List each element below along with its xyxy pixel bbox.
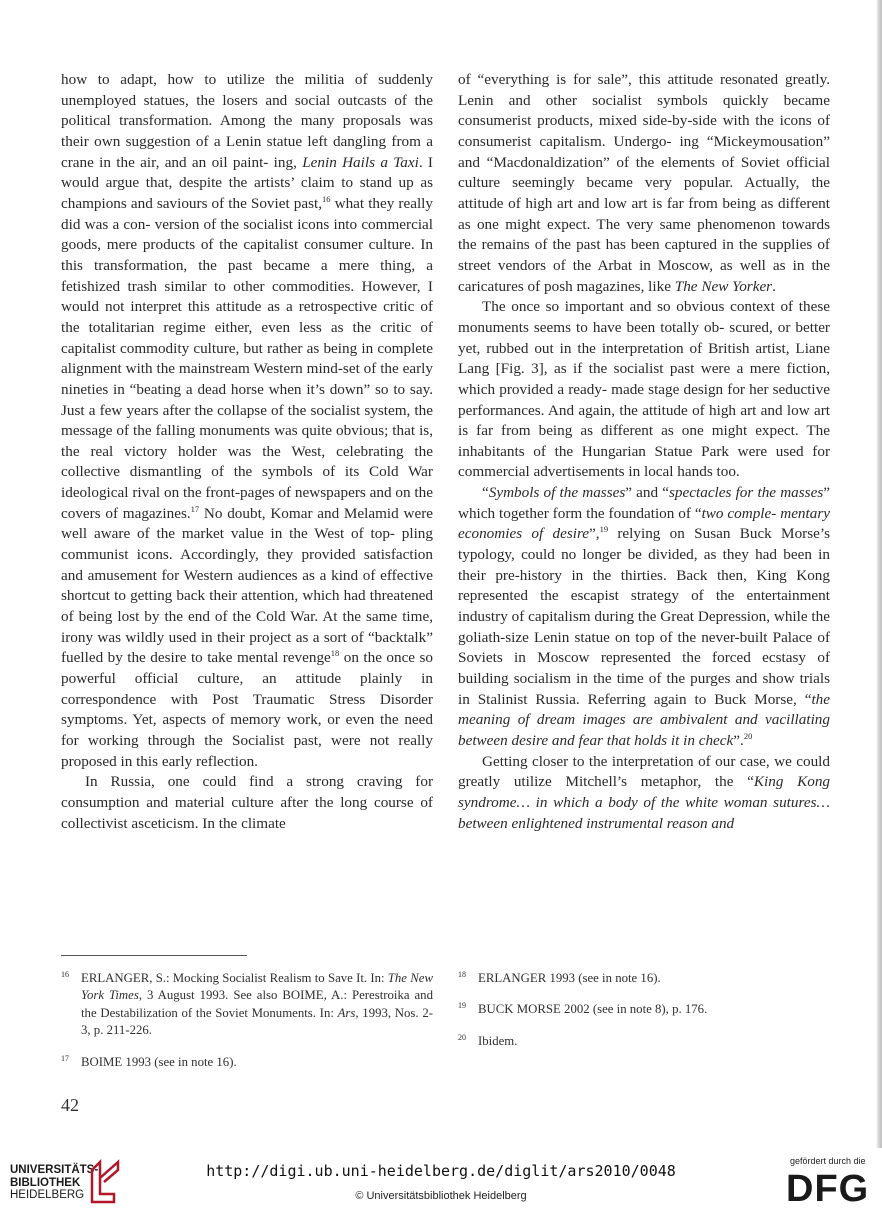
paragraph: Getting closer to the interpretation of our case, we could greatly utilize Mitchell’s metaphor, the “King Kong syndrome… in which a body of the white woman sutures… between enlightened instrumental reason and [458, 752, 831, 832]
text-column-right [458, 70, 830, 834]
copyright-notice: © Universitätsbibliothek Heidelberg [355, 1190, 527, 1202]
digitization-footer [0, 1148, 882, 1214]
paragraph: “Symbols of the masses” and “spectacles for the masses” which together form the foundation of “two comple- mentary economies of desire”,$^{19}$ relying on Susan Buck Morse’s typology, could no longer be divided, as they had been in their pre-history in the thirties. Back then, King Kong represented the escapist strategy of the entertainment industry of capitalism during the Great Depression, while the goliath-size Lenin statue on top of the never-built Palace of Soviets in Moscow represented the forced ecstasy of building socialism in the time of the purges and show trials in Stalinist Russia. Referring again to Buck Morse, “the meaning of dream images are ambivalent and vacillating between desire and fear that holds it in check”.$^{20}$ [458, 484, 830, 749]
footnote: 16 ERLANGER, S.: Mocking Socialist Realism to Save It. In: The New York Times, 3 August 1993. See also BOIME, A.: Perestroika and the Destabilization of the Soviet Monuments. In: Ars, 1993, Nos. 2-3, p. 211-226. [61, 970, 433, 1038]
source-url-link[interactable]: http://digi.ub.uni-heidelberg.de/diglit/ars2010/0048 [206, 1162, 676, 1180]
text-column-left [61, 70, 433, 834]
footnote: 20 Ibidem. [458, 1032, 518, 1048]
footnotes-left [61, 966, 433, 1081]
dfg-logo: DFG [786, 1168, 870, 1210]
footnote-divider [61, 955, 247, 956]
footnotes-right [458, 966, 830, 1060]
page-number: 42 [61, 1095, 79, 1115]
paragraph: The once so important and so obvious context of these monuments seems to have been totally ob- scured, or better yet, rubbed out in the interpretation of British artist, Liane Lang [Fig. 3], as if the socialist past were a mere fiction, which provided a ready- made stage design for her seductive performances. And again, the attitude of high art and low art is far from being as different as one might expect. The inhabitants of the Hungarian Statue Park were used for commercial advertisements in local hands too. [458, 298, 830, 481]
paragraph: how to adapt, how to utilize the militia of suddenly unemployed statues, the losers and social outcasts of the political transformation. Among the many proposals was their own suggestion of a Lenin statue left dangling from a crane in the air, and an oil paint- ing, Lenin Hails a Taxi. I would argue that, despite the artists’ claim to stand up as champions and saviours of the Soviet past,$^{16}$ what they really did was a con- version of the socialist icons into commercial goods, mere products of the capitalist consumer culture. In this transformation, the past became a mere thing, a fetishized trash similar to other commodities. However, I would not interpret this attitude as a retrospective critic of the totalitarian regime either, even less as the critic of capitalist commodity culture, but rather as being in complete alignment with the mainstream Western mind-set of the early nineties in “beating a dead horse when it’s down” so to say. Just a few years after the collapse of the socialist system, the message of the falling monuments was quite obvious; that is, the real victory holder was the West, celebrating the collective dismantling of the symbols of its Cold War ideological rival on the front-pages of newspapers and on the covers of magazines.$^{17}$ No doubt, Komar and Melamid were well aware of the market value in the West of top- pling communist icons. Accordingly, they provided satisfaction and amusement for Western audiences as a kind of effective shortcut to getting back their attention, which had threatened of being lost by the end of the Cold War. At the same time, irony was wildly used in their project as a sort of “backtalk” fuelled by the desire to take mental revenge$^{18}$ on the once so powerful official culture, an attitude plainly in correspondence with Post Traumatic Stress Disorder symptoms. Yet, aspects of memory work, or even the need for working through the Socialist past, were not really proposed in this early reflection. [61, 71, 433, 770]
footnote: 17 BOIME 1993 (see in note 16). [61, 1053, 237, 1069]
footnote: 19 BUCK MORSE 2002 (see in note 8), p. 176. [458, 1001, 708, 1017]
paragraph: In Russia, one could find a strong craving for consumption and material culture after the long course of collectivist asceticism. In the climate [61, 773, 433, 832]
funding-caption: gefördert durch die [790, 1156, 866, 1166]
footnote: 18 ERLANGER 1993 (see in note 16). [458, 970, 661, 985]
library-logo-text: UNIVERSITÄTS- BIBLIOTHEK HEIDELBERG [10, 1164, 99, 1201]
page-edge-shadow [876, 0, 882, 1214]
paragraph: of “everything is for sale”, this attitude resonated greatly. Lenin and other socialist symbols quickly became consumerist products, mixed side-by-side with the icons of consumerist capitalism. Undergo- ing “Mickeymousation” and “Macdonaldization” of the elements of Soviet official culture seemingly became very popular. Actually, the attitude of high art and low art is far from being as different as one might expect. The very same phenomenon towards the remains of the past has been captured in the supplies of street vendors of the Arbat in Moscow, as well as in the caricatures of posh magazines, like The New Yorker. [458, 71, 830, 295]
